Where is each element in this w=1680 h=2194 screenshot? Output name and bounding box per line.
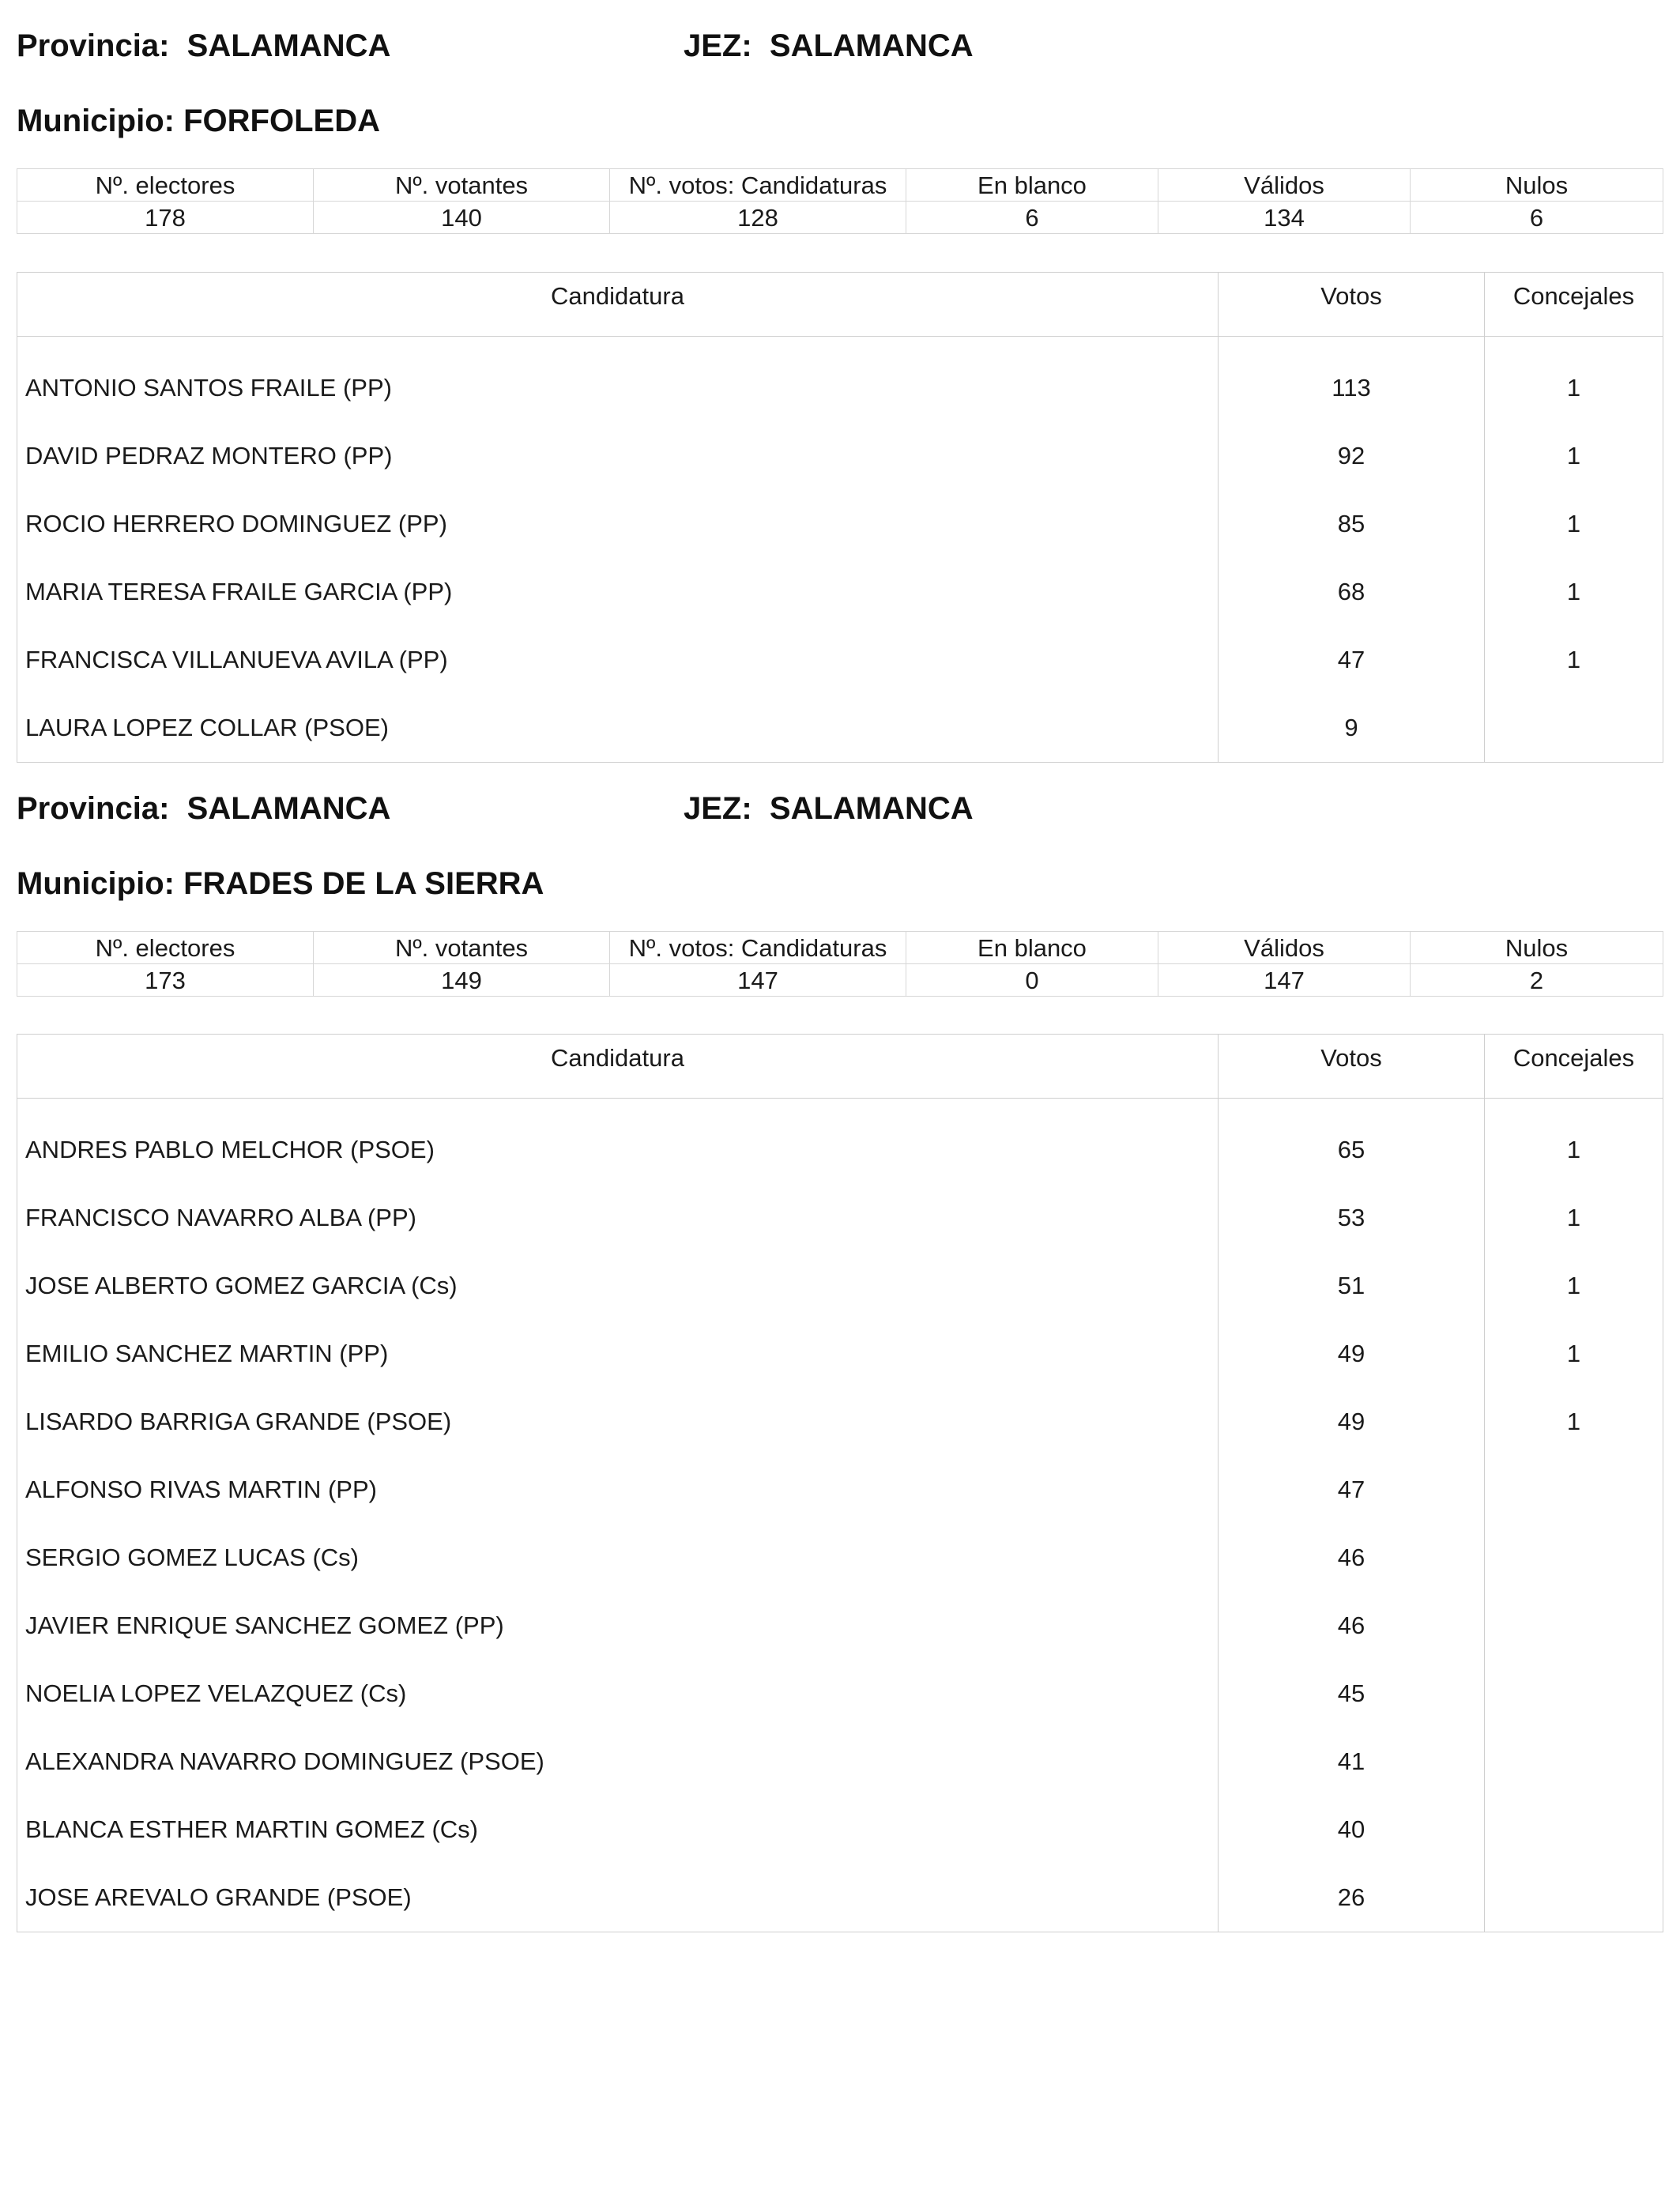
candidate-votos: 49 xyxy=(1219,1320,1485,1388)
municipio-label: Municipio: xyxy=(17,866,175,901)
candidate-row xyxy=(17,1252,1663,1320)
candidate-name: JAVIER ENRIQUE SANCHEZ GOMEZ (PP) xyxy=(17,1592,1219,1660)
header-candidatura: Candidatura xyxy=(17,1035,1219,1099)
stats-header-electores: Nº. electores xyxy=(17,169,314,202)
jez-label: JEZ: xyxy=(684,791,752,826)
candidate-concejales xyxy=(1485,1728,1663,1796)
header-candidatura: Candidatura xyxy=(17,273,1219,337)
stats-value-electores: 178 xyxy=(17,202,314,234)
candidate-name: FRANCISCA VILLANUEVA AVILA (PP) xyxy=(17,626,1219,694)
jez-heading xyxy=(684,793,974,824)
candidate-row xyxy=(17,558,1663,626)
candidate-votos: 113 xyxy=(1219,354,1485,422)
candidate-name: JOSE ALBERTO GOMEZ GARCIA (Cs) xyxy=(17,1252,1219,1320)
stats-header-en-blanco: En blanco xyxy=(906,169,1158,202)
provincia-heading xyxy=(17,30,390,62)
candidate-name: ANTONIO SANTOS FRAILE (PP) xyxy=(17,354,1219,422)
candidate-concejales xyxy=(1485,1796,1663,1864)
candidate-row xyxy=(17,490,1663,558)
candidate-name: FRANCISCO NAVARRO ALBA (PP) xyxy=(17,1184,1219,1252)
candidate-row xyxy=(17,1796,1663,1864)
provincia-value: SALAMANCA xyxy=(186,28,391,63)
candidate-concejales: 1 xyxy=(1566,1340,1581,1367)
candidates-table xyxy=(17,1034,1663,1932)
candidate-row xyxy=(17,1116,1663,1184)
candidate-row xyxy=(17,1864,1663,1932)
header-concejales: Concejales xyxy=(1485,273,1663,337)
candidate-votos: 65 xyxy=(1219,1116,1485,1184)
candidate-votos: 85 xyxy=(1219,490,1485,558)
candidate-row xyxy=(17,1320,1663,1388)
stats-value-row xyxy=(17,964,1663,997)
stats-header-votos-candidaturas: Nº. votos: Candidaturas xyxy=(610,169,906,202)
table-spacer-row xyxy=(17,337,1663,355)
candidate-row xyxy=(17,1388,1663,1456)
candidate-name: ROCIO HERRERO DOMINGUEZ (PP) xyxy=(17,490,1219,558)
candidate-row xyxy=(17,1456,1663,1524)
candidate-concejales xyxy=(1485,1456,1663,1524)
candidate-votos: 40 xyxy=(1219,1796,1485,1864)
provincia-heading xyxy=(17,793,390,824)
candidates-table xyxy=(17,272,1663,763)
stats-value-votantes: 140 xyxy=(314,202,610,234)
candidate-row xyxy=(17,694,1663,763)
candidate-votos: 46 xyxy=(1219,1524,1485,1592)
candidate-row xyxy=(17,354,1663,422)
candidate-votos: 92 xyxy=(1219,422,1485,490)
candidate-votos: 46 xyxy=(1219,1592,1485,1660)
candidate-votos: 68 xyxy=(1219,558,1485,626)
table-spacer-row xyxy=(17,1099,1663,1117)
candidate-name: ANDRES PABLO MELCHOR (PSOE) xyxy=(17,1116,1219,1184)
candidate-row xyxy=(17,1728,1663,1796)
municipio-heading xyxy=(17,105,380,137)
candidate-votos: 51 xyxy=(1219,1252,1485,1320)
candidate-concejales: 1 xyxy=(1566,374,1581,401)
candidate-row xyxy=(17,1524,1663,1592)
header-votos: Votos xyxy=(1219,1035,1485,1099)
candidate-concejales xyxy=(1485,1592,1663,1660)
candidate-concejales: 1 xyxy=(1566,510,1581,537)
candidate-name: NOELIA LOPEZ VELAZQUEZ (Cs) xyxy=(17,1660,1219,1728)
candidate-concejales xyxy=(1485,1660,1663,1728)
stats-value-row xyxy=(17,202,1663,234)
jez-value: SALAMANCA xyxy=(769,791,974,826)
candidate-concejales: 1 xyxy=(1566,442,1581,469)
jez-label: JEZ: xyxy=(684,28,752,63)
candidate-name: SERGIO GOMEZ LUCAS (Cs) xyxy=(17,1524,1219,1592)
summary-stats-table xyxy=(17,931,1663,997)
candidate-concejales: 1 xyxy=(1566,1408,1581,1435)
provincia-label: Provincia: xyxy=(17,28,170,63)
stats-value-validos: 147 xyxy=(1158,964,1411,997)
stats-value-votos-candidaturas: 147 xyxy=(610,964,906,997)
candidate-row xyxy=(17,1184,1663,1252)
stats-value-nulos: 6 xyxy=(1411,202,1663,234)
stats-header-validos: Válidos xyxy=(1158,932,1411,964)
stats-header-validos: Válidos xyxy=(1158,169,1411,202)
candidate-votos: 47 xyxy=(1219,626,1485,694)
stats-value-en-blanco: 6 xyxy=(906,202,1158,234)
candidate-concejales: 1 xyxy=(1566,1272,1581,1299)
stats-header-votantes: Nº. votantes xyxy=(314,169,610,202)
stats-value-en-blanco: 0 xyxy=(906,964,1158,997)
candidate-concejales: 1 xyxy=(1566,1204,1581,1231)
candidate-name: ALFONSO RIVAS MARTIN (PP) xyxy=(17,1456,1219,1524)
stats-header-row xyxy=(17,169,1663,202)
provincia-label: Provincia: xyxy=(17,791,170,826)
stats-value-validos: 134 xyxy=(1158,202,1411,234)
candidate-concejales: 1 xyxy=(1566,1136,1581,1163)
stats-header-row xyxy=(17,932,1663,964)
stats-value-votantes: 149 xyxy=(314,964,610,997)
stats-header-nulos: Nulos xyxy=(1411,932,1663,964)
stats-value-electores: 173 xyxy=(17,964,314,997)
summary-stats-table xyxy=(17,168,1663,234)
candidate-concejales: 1 xyxy=(1566,646,1581,673)
candidate-row xyxy=(17,1660,1663,1728)
candidate-votos: 41 xyxy=(1219,1728,1485,1796)
municipio-value: FRADES DE LA SIERRA xyxy=(183,866,544,901)
header-concejales: Concejales xyxy=(1485,1035,1663,1099)
candidate-name: ALEXANDRA NAVARRO DOMINGUEZ (PSOE) xyxy=(17,1728,1219,1796)
candidate-concejales xyxy=(1485,1864,1663,1932)
candidates-header-row xyxy=(17,1035,1663,1099)
candidate-name: LAURA LOPEZ COLLAR (PSOE) xyxy=(17,694,1219,763)
municipio-heading xyxy=(17,868,544,899)
candidate-concejales: 1 xyxy=(1566,578,1581,605)
candidate-name: JOSE AREVALO GRANDE (PSOE) xyxy=(17,1864,1219,1932)
stats-value-votos-candidaturas: 128 xyxy=(610,202,906,234)
candidate-votos: 47 xyxy=(1219,1456,1485,1524)
candidate-name: MARIA TERESA FRAILE GARCIA (PP) xyxy=(17,558,1219,626)
stats-header-votantes: Nº. votantes xyxy=(314,932,610,964)
candidate-row xyxy=(17,1592,1663,1660)
candidate-row xyxy=(17,422,1663,490)
candidate-concejales xyxy=(1485,1524,1663,1592)
candidate-votos: 45 xyxy=(1219,1660,1485,1728)
candidate-name: DAVID PEDRAZ MONTERO (PP) xyxy=(17,422,1219,490)
candidate-concejales xyxy=(1485,694,1663,763)
municipio-value: FORFOLEDA xyxy=(183,104,380,138)
candidate-name: BLANCA ESTHER MARTIN GOMEZ (Cs) xyxy=(17,1796,1219,1864)
stats-header-electores: Nº. electores xyxy=(17,932,314,964)
candidates-header-row xyxy=(17,273,1663,337)
jez-value: SALAMANCA xyxy=(769,28,974,63)
stats-header-nulos: Nulos xyxy=(1411,169,1663,202)
provincia-value: SALAMANCA xyxy=(186,791,391,826)
header-votos: Votos xyxy=(1219,273,1485,337)
stats-header-votos-candidaturas: Nº. votos: Candidaturas xyxy=(610,932,906,964)
stats-value-nulos: 2 xyxy=(1411,964,1663,997)
candidate-row xyxy=(17,626,1663,694)
jez-heading xyxy=(684,30,974,62)
candidate-votos: 53 xyxy=(1219,1184,1485,1252)
stats-header-en-blanco: En blanco xyxy=(906,932,1158,964)
candidate-votos: 26 xyxy=(1219,1864,1485,1932)
candidate-votos: 49 xyxy=(1219,1388,1485,1456)
candidate-votos: 9 xyxy=(1219,694,1485,763)
candidate-name: EMILIO SANCHEZ MARTIN (PP) xyxy=(17,1320,1219,1388)
municipio-label: Municipio: xyxy=(17,104,175,138)
candidate-name: LISARDO BARRIGA GRANDE (PSOE) xyxy=(17,1388,1219,1456)
